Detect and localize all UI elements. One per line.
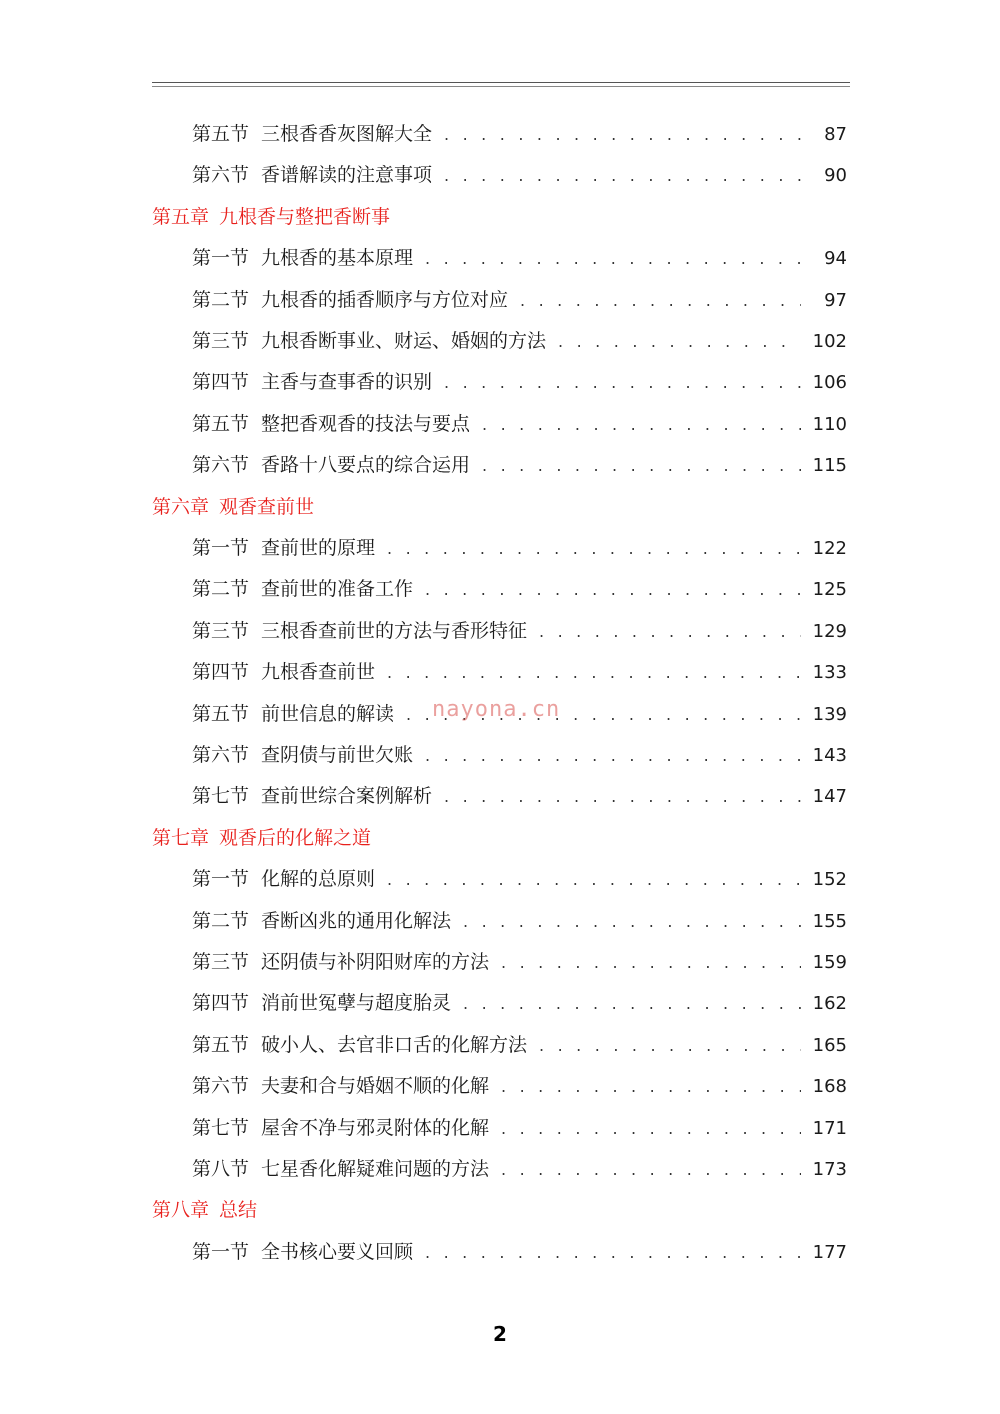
toc-section-entry[interactable]: [192, 909, 847, 934]
section-title: 化解的总原则: [261, 868, 376, 891]
toc-section-entry[interactable]: [192, 867, 847, 892]
dot-leader: [425, 1241, 801, 1265]
chapter-title: 观香查前世: [219, 495, 315, 518]
chapter-title: 总结: [219, 1199, 258, 1222]
section-title: 前世信息的解读: [261, 702, 395, 725]
section-page-number: 102: [812, 331, 847, 352]
section-number: 第一节: [192, 868, 250, 891]
section-page-number: 115: [812, 455, 847, 477]
toc-section-entry[interactable]: [192, 453, 847, 478]
toc-section-entry[interactable]: [192, 660, 847, 685]
section-page-number: 143: [812, 745, 847, 766]
section-page-number: 155: [812, 910, 847, 932]
watermark: nayona.cn: [432, 697, 561, 722]
section-number: 第三节: [192, 619, 250, 642]
dot-leader: [387, 868, 801, 892]
section-title: 香断凶兆的通用化解法: [261, 909, 452, 932]
section-page-number: 125: [812, 579, 847, 601]
dot-leader: [444, 164, 801, 188]
toc-chapter-heading[interactable]: [152, 205, 390, 229]
chapter-number: 第八章: [152, 1199, 210, 1222]
toc-section-entry[interactable]: [192, 412, 847, 437]
section-page-number: 173: [812, 1159, 847, 1180]
section-number: 第五节: [192, 702, 250, 725]
section-number: 第二节: [192, 909, 250, 932]
dot-leader: [501, 1158, 801, 1182]
toc-chapter-heading[interactable]: [152, 1198, 257, 1222]
toc-section-entry[interactable]: [192, 784, 847, 809]
dot-leader: [425, 247, 801, 271]
toc-section-entry[interactable]: [192, 950, 847, 975]
dot-leader: [501, 1117, 801, 1141]
toc-section-entry[interactable]: [192, 122, 847, 147]
section-number: 第八节: [192, 1158, 250, 1180]
section-number: 第二节: [192, 288, 250, 311]
toc-section-entry[interactable]: [192, 1240, 847, 1265]
chapter-number: 第五章: [152, 205, 210, 228]
dot-leader: [482, 454, 801, 478]
dot-leader: [425, 744, 801, 768]
section-page-number: 94: [824, 248, 847, 270]
section-title: 破小人、去官非口舌的化解方法: [261, 1033, 528, 1056]
section-title: 屋舍不净与邪灵附体的化解: [261, 1116, 490, 1139]
section-number: 第五节: [192, 1033, 250, 1056]
section-number: 第一节: [192, 247, 250, 270]
dot-leader: [520, 289, 801, 313]
section-number: 第六节: [192, 164, 250, 187]
dot-leader: [463, 910, 801, 934]
section-number: 第一节: [192, 537, 250, 559]
dot-leader: [558, 330, 801, 354]
section-title: 主香与查事香的识别: [261, 371, 433, 394]
toc-section-entry[interactable]: [192, 1157, 847, 1182]
toc-section-entry[interactable]: [192, 329, 847, 354]
section-number: 第七节: [192, 785, 250, 808]
section-page-number: 90: [824, 165, 847, 187]
section-title: 全书核心要义回顾: [261, 1240, 414, 1263]
section-page-number: 165: [812, 1034, 847, 1056]
page-number: 2: [493, 1322, 507, 1346]
section-number: 第一节: [192, 1240, 250, 1263]
dot-leader: [501, 951, 801, 975]
section-number: 第六节: [192, 454, 250, 477]
section-page-number: 133: [812, 662, 847, 684]
section-page-number: 110: [812, 413, 847, 435]
dot-leader: [501, 1075, 801, 1099]
toc-section-entry[interactable]: [192, 370, 847, 395]
section-page-number: 159: [812, 952, 847, 973]
dot-leader: [463, 992, 801, 1016]
section-page-number: 97: [824, 289, 847, 311]
section-number: 第五节: [192, 123, 250, 145]
section-number: 第三节: [192, 951, 250, 973]
section-title: 三根香香灰图解大全: [261, 123, 433, 145]
dot-leader: [482, 413, 801, 437]
toc-section-entry[interactable]: [192, 743, 847, 768]
toc-section-entry[interactable]: [192, 163, 847, 188]
section-number: 第五节: [192, 412, 250, 435]
toc-section-entry[interactable]: [192, 619, 847, 644]
toc-chapter-heading[interactable]: [152, 826, 371, 850]
section-page-number: 87: [824, 124, 847, 145]
section-title: 九根香断事业、财运、婚姻的方法: [261, 330, 547, 352]
section-number: 第四节: [192, 371, 250, 394]
section-page-number: 168: [812, 1076, 847, 1098]
section-page-number: 122: [812, 538, 847, 559]
section-page-number: 139: [812, 703, 847, 725]
toc-section-entry[interactable]: [192, 1116, 847, 1141]
section-title: 三根香查前世的方法与香形特征: [261, 619, 528, 642]
dot-leader: [425, 578, 801, 602]
section-number: 第四节: [192, 661, 250, 684]
section-title: 香路十八要点的综合运用: [261, 454, 471, 477]
section-page-number: 177: [812, 1241, 847, 1263]
section-page-number: 171: [812, 1117, 847, 1139]
toc-section-entry[interactable]: [192, 1074, 847, 1099]
toc-section-entry[interactable]: [192, 536, 847, 561]
section-number: 第六节: [192, 744, 250, 766]
section-title: 香谱解读的注意事项: [261, 164, 433, 187]
toc-section-entry[interactable]: [192, 1033, 847, 1058]
section-title: 九根香的插香顺序与方位对应: [261, 288, 509, 311]
section-number: 第六节: [192, 1075, 250, 1098]
section-title: 夫妻和合与婚姻不顺的化解: [261, 1075, 490, 1098]
section-page-number: 147: [812, 786, 847, 808]
section-title: 九根香查前世: [261, 661, 376, 684]
section-title: 查前世的原理: [261, 537, 376, 559]
section-title: 查前世的准备工作: [261, 578, 414, 601]
section-title: 还阴债与补阴阳财库的方法: [261, 951, 490, 973]
section-number: 第三节: [192, 330, 250, 352]
section-page-number: 162: [812, 993, 847, 1015]
toc-chapter-heading[interactable]: [152, 495, 314, 519]
section-number: 第四节: [192, 992, 250, 1015]
section-title: 九根香的基本原理: [261, 247, 414, 270]
toc-section-entry[interactable]: [192, 577, 847, 602]
section-title: 整把香观香的技法与要点: [261, 412, 471, 435]
chapter-title: 观香后的化解之道: [219, 826, 372, 849]
section-title: 查阴债与前世欠账: [261, 744, 414, 766]
dot-leader: [444, 371, 801, 395]
section-number: 第七节: [192, 1116, 250, 1139]
dot-leader: [387, 661, 801, 685]
dot-leader: [539, 1034, 801, 1058]
dot-leader: [539, 620, 801, 644]
section-title: 查前世综合案例解析: [261, 785, 433, 808]
dot-leader: [444, 123, 801, 147]
chapter-number: 第七章: [152, 826, 210, 849]
toc-section-entry[interactable]: [192, 246, 847, 271]
section-page-number: 106: [812, 372, 847, 394]
dot-leader: [444, 785, 801, 809]
dot-leader: [387, 537, 801, 561]
toc-section-entry[interactable]: [192, 991, 847, 1016]
chapter-number: 第六章: [152, 495, 210, 518]
toc-section-entry[interactable]: [192, 288, 847, 313]
section-title: 七星香化解疑难问题的方法: [261, 1158, 490, 1180]
section-page-number: 152: [812, 869, 847, 891]
section-page-number: 129: [812, 620, 847, 642]
chapter-title: 九根香与整把香断事: [219, 205, 391, 228]
section-title: 消前世冤孽与超度胎灵: [261, 992, 452, 1015]
section-number: 第二节: [192, 578, 250, 601]
